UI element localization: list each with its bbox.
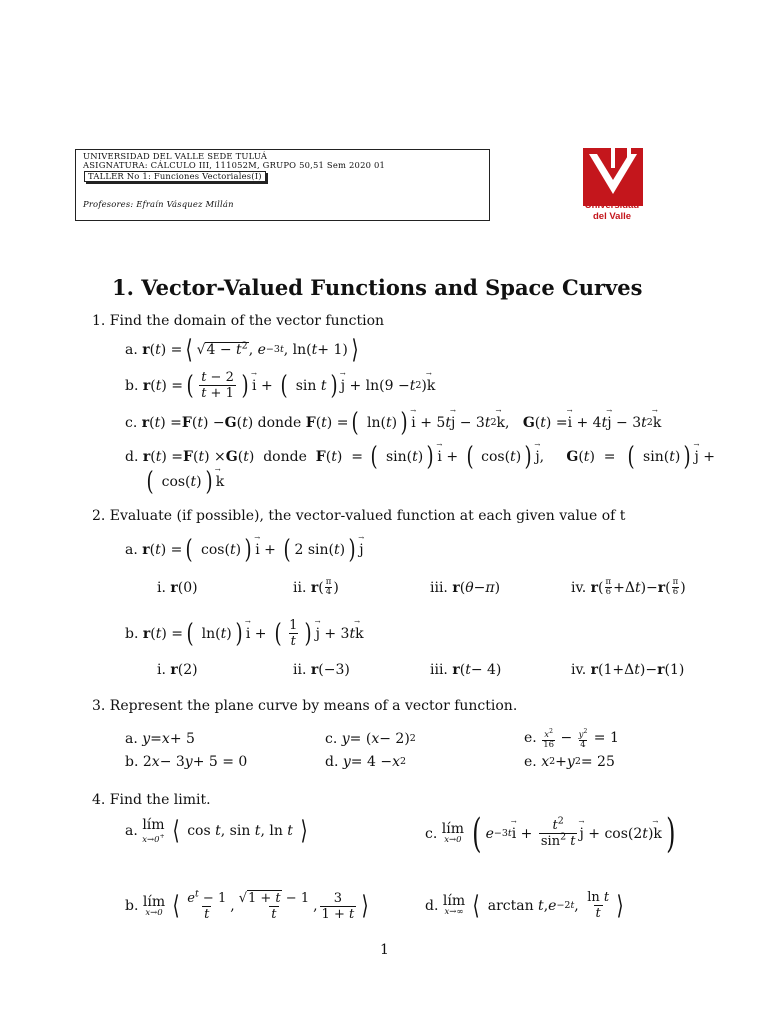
- q2b-iv: iv. r (1+Δ t )− r (1): [571, 662, 685, 678]
- q3-item-d: d. y = 4 − x 2: [325, 754, 407, 770]
- q2b-ii: ii. r (−3): [293, 662, 350, 678]
- q1-item-c: c. r ( t ) = F ( t ) − G ( t ) donde F ( t ) = ( ln( t ) ) i → + 5 t j → − 3 t 2 k → , G ( t ) = i → + 4 t j → − 3 t 2 k →: [125, 413, 661, 433]
- q2b-i: i. r (2): [157, 662, 198, 678]
- taller-title: TALLER No 1: Funciones Vectoriales(I): [84, 171, 266, 182]
- q1-item-a: a. r ( t ) = ⟨ √ $4 - t^2$ , e −3t , ln( t + 1) ⟩: [125, 335, 359, 365]
- q3-item-a: a. y = x + 5: [125, 731, 195, 747]
- q2-item-a: a. r ( t ) = ( cos( t ) ) i → + ( 2 sin( t ) ) j →: [125, 540, 364, 560]
- univalle-logo-icon: [583, 148, 643, 208]
- q3-item-e1: e. $x^2$ 16 − $y^2$ 4 = 1: [524, 728, 619, 750]
- university-line: UNIVERSIDAD DEL VALLE SEDE TULUÁ: [83, 151, 268, 161]
- q2a-iv: iv. r ( π 6 +Δ t )− r ( π 6 ): [571, 577, 686, 597]
- q2a-i: i. r (0): [157, 580, 198, 596]
- q3-item-b: b. 2 x − 3 y + 5 = 0: [125, 754, 248, 770]
- q4-item-b: b. lím x→0 ⟨ $\frac{e^t - 1}{t}$ , √ 1 + t − 1 t , $\frac{3}{1 + t}$ ⟩: [125, 888, 369, 922]
- q3-item-c: c. y = ( x − 2) 2: [325, 731, 416, 747]
- course-line: ASIGNATURA: CÁLCULO III, 111052M, GRUPO 50,51 Sem 2020 01: [83, 160, 386, 170]
- q1-item-d-cont: ( cos( t ) ) k →: [143, 472, 224, 492]
- university-logo-text: Universidad del Valle: [584, 200, 640, 222]
- q4-item-c: c. lím x→0 ( e −3t i → + $\frac{t^2}{\sin^2 t}$ j → + cos(2 t ) k → ): [425, 818, 680, 849]
- question-1: 1. Find the domain of the vector function: [92, 313, 385, 329]
- q2a-iii: iii. r ( θ − π ): [430, 580, 501, 596]
- question-4: 4. Find the limit.: [92, 792, 211, 808]
- q3-item-e2: e. x 2 + y 2 = 25: [524, 754, 615, 770]
- page-number: 1: [380, 942, 389, 958]
- q1-item-b: b. r ( t ) = ( $\frac{t - 2}{t + 1}$ ) i → + ( sin t ) j → + ln(9 − t 2 ) k →: [125, 370, 435, 401]
- q4-item-a: a. lím x→0+ ⟨ cos t , sin t , ln t ⟩: [125, 816, 309, 847]
- q2b-iii: iii. r ( t − 4): [430, 662, 502, 678]
- q2a-ii: ii. r ( π 4 ): [293, 577, 339, 597]
- q2-item-b: b. r ( t ) = ( ln( t ) ) i → + ( $\frac{1}{t}$ ) j → + 3 t k →: [125, 618, 364, 649]
- question-3: 3. Represent the plane curve by means of a vector function.: [92, 698, 518, 714]
- q1-item-d: d. r ( t ) = F ( t ) × G ( t ) donde F ( t ) = ( sin( t ) ) i → + ( cos( t ) ) j → , G ( t ) = ( sin( t ) ) j → +: [125, 447, 715, 467]
- q4-item-d: d. lím x→∞ ⟨ arctan t , e −2t , $\frac{\text{ln t}}{t}$ ⟩: [425, 890, 624, 921]
- question-2: 2. Evaluate (if possible), the vector-valued function at each given value of t: [92, 508, 626, 524]
- section-title: 1. Vector-Valued Functions and Space Curves: [112, 275, 643, 300]
- professors-line: Profesores: Efraín Vásquez Millán: [83, 199, 234, 209]
